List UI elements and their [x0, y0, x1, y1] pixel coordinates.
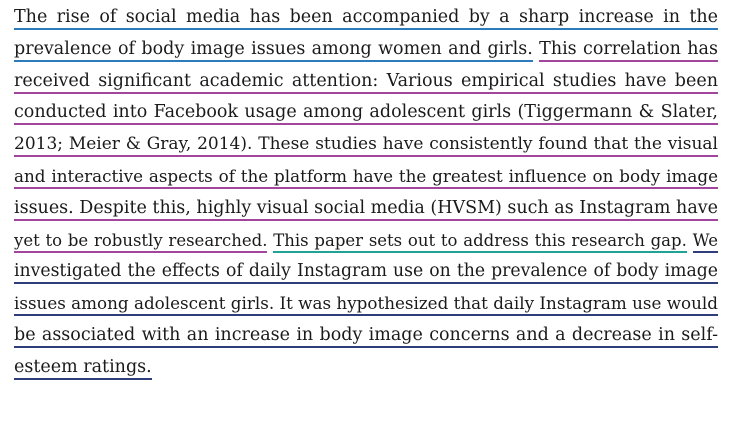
literature-sentence: and interactive aspects of the platform have the greatest influence on body image: [14, 166, 718, 189]
literature-sentence: 2013; Meier & Gray, 2014). These studies have consistently found that the visual: [14, 134, 718, 157]
line-7: [14, 193, 718, 225]
gap-sentence: This paper sets out to address this research gap.: [273, 231, 687, 253]
line-4: [14, 97, 718, 129]
line-5: [14, 129, 718, 161]
study-sentence: be associated with an increase in body image concerns and a decrease in self-: [14, 325, 718, 348]
line-12: [14, 352, 718, 384]
study-sentence: investigated the effects of daily Instagram use on the prevalence of body image: [14, 261, 718, 284]
line-10: [14, 288, 718, 320]
line-6: [14, 161, 718, 193]
literature-sentence: This correlation has: [539, 39, 718, 62]
context-sentence: prevalence of body image issues among women and girls.: [14, 39, 533, 62]
line-2: [14, 34, 718, 66]
line-8: [14, 225, 718, 257]
study-sentence: esteem ratings.: [14, 357, 152, 380]
literature-sentence: conducted into Facebook usage among adolescent girls (Tiggermann & Slater,: [14, 102, 718, 125]
line-9: [14, 256, 718, 288]
study-sentence: issues among adolescent girls. It was hypothesized that daily Instagram use would: [14, 293, 718, 316]
line-1: [14, 2, 718, 34]
study-sentence: We: [693, 231, 718, 253]
literature-sentence: yet to be robustly researched.: [14, 231, 267, 253]
paragraph: [14, 0, 718, 384]
context-sentence: The rise of social media has been accompanied by a sharp increase in the: [14, 7, 718, 30]
literature-sentence: received significant academic attention: Various empirical studies have been: [14, 71, 718, 94]
line-11: [14, 320, 718, 352]
line-3: [14, 66, 718, 98]
literature-sentence: issues. Despite this, highly visual social media (HVSM) such as Instagram have: [14, 198, 718, 221]
